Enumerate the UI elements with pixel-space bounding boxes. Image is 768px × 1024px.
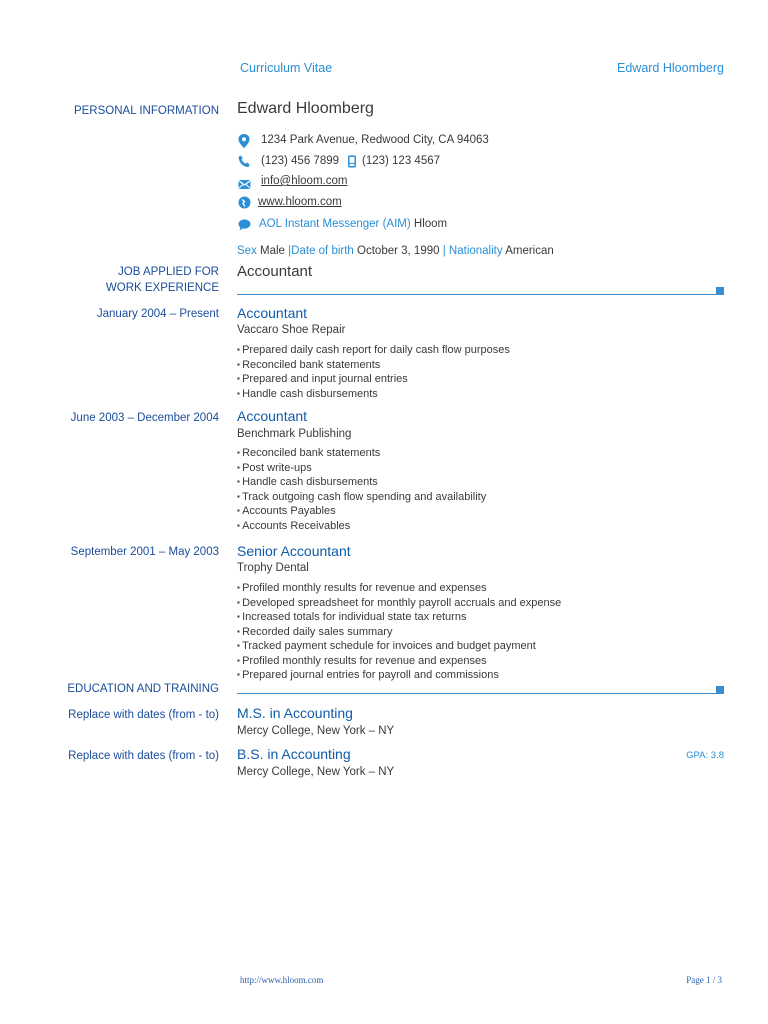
- website-icon: [238, 196, 251, 209]
- education-label: EDUCATION AND TRAINING: [67, 683, 219, 695]
- section-rule: [237, 693, 724, 694]
- education-school: Mercy College, New York – NY: [237, 766, 395, 778]
- list-item: ▪ Handle cash disbursements: [237, 475, 486, 490]
- experience-title: Accountant: [237, 305, 308, 321]
- section-rule-marker: [716, 686, 724, 694]
- section-rule: [237, 294, 724, 295]
- list-item: ▪ Recorded daily sales summary: [237, 625, 561, 640]
- list-item: ▪ Profiled monthly results for revenue and expenses: [237, 654, 561, 669]
- list-item: ▪ Reconciled bank statements: [237, 446, 486, 461]
- education-degree: B.S. in Accounting: [237, 746, 351, 762]
- candidate-name: Edward Hloomberg: [237, 100, 374, 117]
- sex-label: Sex: [237, 245, 257, 257]
- experience-bullets: [237, 343, 510, 401]
- separator: |: [288, 245, 292, 257]
- im-label: AOL Instant Messenger (AIM): [259, 218, 411, 230]
- sex-value: Male: [260, 245, 285, 257]
- education-school: Mercy College, New York – NY: [237, 725, 395, 737]
- list-item: ▪ Tracked payment schedule for invoices and budget payment: [237, 639, 561, 654]
- experience-title: Senior Accountant: [237, 543, 351, 559]
- website-link[interactable]: www.hloom.com: [258, 196, 342, 208]
- dob-value: October 3, 1990: [357, 245, 440, 257]
- list-item: ▪ Accounts Payables: [237, 504, 486, 519]
- experience-company: Vaccaro Shoe Repair: [237, 324, 346, 336]
- header-owner-name: Edward Hloomberg: [617, 61, 724, 75]
- nationality-label: Nationality: [448, 245, 503, 257]
- phone-icon: [238, 155, 251, 168]
- experience-bullets: [237, 446, 486, 533]
- list-item: ▪ Developed spreadsheet for monthly payroll accruals and expense: [237, 596, 561, 611]
- mobile-number: (123) 123 4567: [362, 155, 441, 167]
- phone-number: (123) 456 7899: [261, 155, 340, 167]
- list-item: ▪ Reconciled bank statements: [237, 358, 510, 373]
- email-icon: [238, 177, 251, 190]
- gpa-value: GPA: 3.8: [686, 750, 724, 761]
- list-item: ▪ Handle cash disbursements: [237, 387, 510, 402]
- experience-bullets: [237, 581, 561, 683]
- footer-url[interactable]: http://www.hloom.com: [240, 975, 324, 985]
- experience-dates: September 2001 – May 2003: [70, 546, 219, 558]
- experience-dates: June 2003 – December 2004: [70, 412, 219, 424]
- personal-details-line: [237, 245, 554, 257]
- job-applied-value: Accountant: [237, 263, 313, 280]
- im-value: Hloom: [413, 218, 448, 230]
- job-applied-label: JOB APPLIED FOR: [118, 266, 219, 278]
- list-item: ▪ Prepared daily cash report for daily cash flow purposes: [237, 343, 510, 358]
- nationality-value: American: [505, 245, 554, 257]
- experience-title: Accountant: [237, 408, 308, 424]
- separator: |: [442, 245, 446, 257]
- education-degree: M.S. in Accounting: [237, 705, 353, 721]
- location-pin-icon: [238, 134, 251, 147]
- list-item: ▪ Track outgoing cash flow spending and availability: [237, 490, 486, 505]
- education-dates: Replace with dates (from - to): [68, 750, 219, 762]
- page-number: Page 1 / 3: [686, 975, 722, 985]
- dob-label: Date of birth: [291, 245, 354, 257]
- mobile-phone-icon: [347, 155, 357, 168]
- education-dates: Replace with dates (from - to): [68, 709, 219, 721]
- section-rule-marker: [716, 287, 724, 295]
- email-link[interactable]: info@hloom.com: [261, 175, 348, 187]
- work-experience-label: WORK EXPERIENCE: [105, 282, 219, 294]
- experience-dates: January 2004 – Present: [96, 308, 219, 320]
- list-item: ▪ Accounts Receivables: [237, 519, 486, 534]
- address-text: 1234 Park Avenue, Redwood City, CA 94063: [261, 134, 489, 146]
- list-item: ▪ Post write-ups: [237, 461, 486, 476]
- list-item: ▪ Prepared journal entries for payroll and commissions: [237, 668, 561, 683]
- list-item: ▪ Prepared and input journal entries: [237, 372, 510, 387]
- personal-information-label: PERSONAL INFORMATION: [73, 105, 219, 117]
- list-item: ▪ Profiled monthly results for revenue and expenses: [237, 581, 561, 596]
- list-item: ▪ Increased totals for individual state tax returns: [237, 610, 561, 625]
- experience-company: Trophy Dental: [237, 562, 309, 574]
- experience-company: Benchmark Publishing: [237, 428, 352, 440]
- chat-icon: [238, 218, 251, 231]
- document-title: Curriculum Vitae: [240, 61, 333, 75]
